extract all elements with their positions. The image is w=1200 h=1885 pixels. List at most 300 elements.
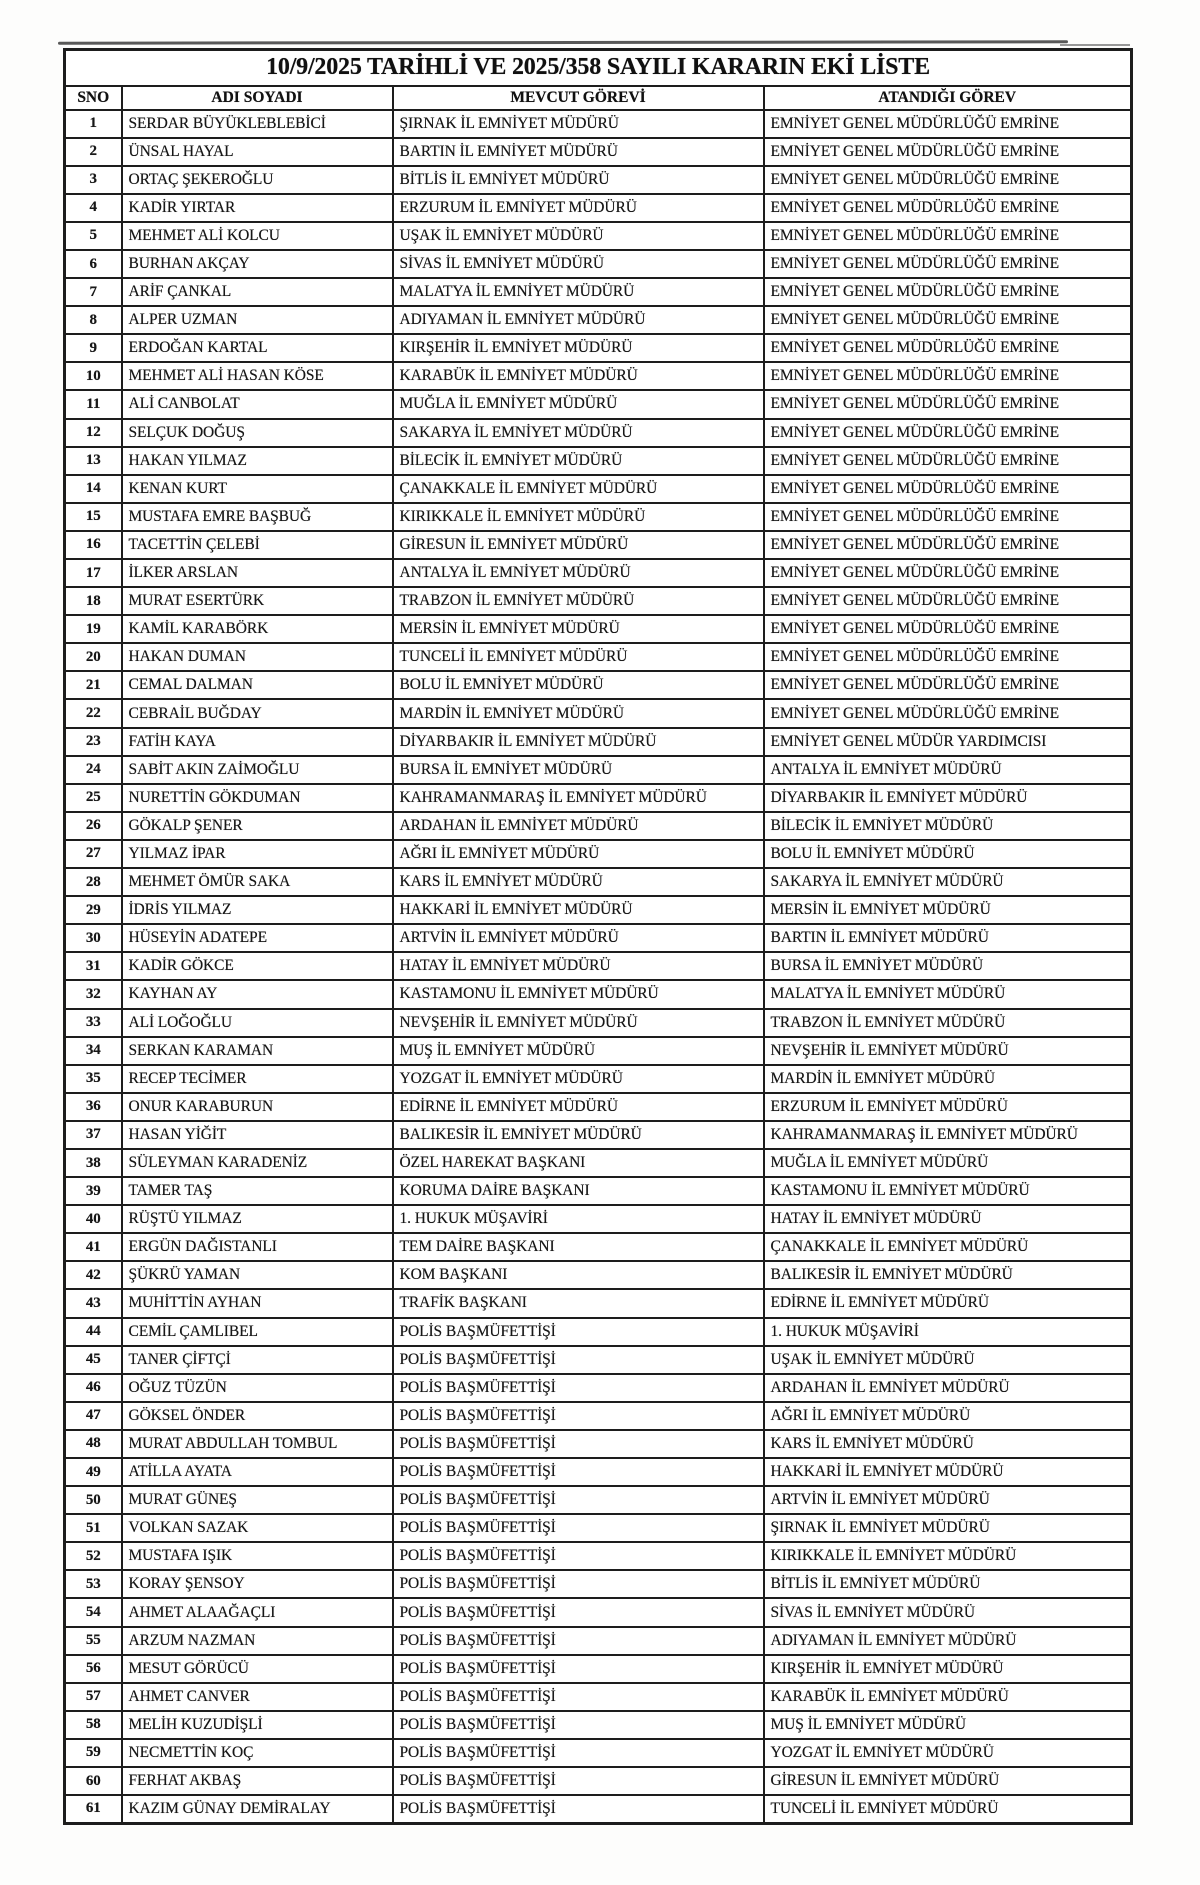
row-current-duty: POLİS BAŞMÜFETTİŞİ (393, 1514, 764, 1542)
row-sno: 17 (65, 559, 122, 587)
row-current-duty: KAHRAMANMARAŞ İL EMNİYET MÜDÜRÜ (393, 784, 764, 812)
table-row (65, 1318, 1132, 1346)
row-name: HAKAN DUMAN (122, 643, 393, 671)
row-name: ALPER UZMAN (122, 306, 393, 334)
row-assigned-duty: ADIYAMAN İL EMNİYET MÜDÜRÜ (764, 1627, 1132, 1655)
row-sno: 1 (65, 110, 122, 138)
row-current-duty: MARDİN İL EMNİYET MÜDÜRÜ (393, 699, 764, 727)
row-name: ARİF ÇANKAL (122, 278, 393, 306)
row-name: KADİR YIRTAR (122, 194, 393, 222)
table-row (65, 671, 1132, 699)
row-sno: 11 (65, 390, 122, 418)
row-sno: 27 (65, 840, 122, 868)
row-assigned-duty: EMNİYET GENEL MÜDÜRLÜĞÜ EMRİNE (764, 306, 1132, 334)
table-row (65, 1009, 1132, 1037)
table-row (65, 1149, 1132, 1177)
row-assigned-duty: UŞAK İL EMNİYET MÜDÜRÜ (764, 1346, 1132, 1374)
row-name: ERDOĞAN KARTAL (122, 334, 393, 362)
row-assigned-duty: MUĞLA İL EMNİYET MÜDÜRÜ (764, 1149, 1132, 1177)
row-name: SELÇUK DOĞUŞ (122, 419, 393, 447)
row-sno: 42 (65, 1261, 122, 1289)
row-assigned-duty: NEVŞEHİR İL EMNİYET MÜDÜRÜ (764, 1037, 1132, 1065)
row-sno: 24 (65, 756, 122, 784)
row-current-duty: BALIKESİR İL EMNİYET MÜDÜRÜ (393, 1121, 764, 1149)
row-name: AHMET ALAAĞAÇLI (122, 1598, 393, 1626)
row-current-duty: YOZGAT İL EMNİYET MÜDÜRÜ (393, 1065, 764, 1093)
row-sno: 34 (65, 1037, 122, 1065)
table-row (65, 1627, 1132, 1655)
row-assigned-duty: YOZGAT İL EMNİYET MÜDÜRÜ (764, 1739, 1132, 1767)
row-assigned-duty: EMNİYET GENEL MÜDÜRLÜĞÜ EMRİNE (764, 222, 1132, 250)
row-sno: 51 (65, 1514, 122, 1542)
row-assigned-duty: EMNİYET GENEL MÜDÜRLÜĞÜ EMRİNE (764, 278, 1132, 306)
table-row (65, 1037, 1132, 1065)
table-row (65, 1430, 1132, 1458)
table-row (65, 1346, 1132, 1374)
table-row (65, 756, 1132, 784)
row-assigned-duty: EMNİYET GENEL MÜDÜRLÜĞÜ EMRİNE (764, 503, 1132, 531)
table-row (65, 1711, 1132, 1739)
row-assigned-duty: TRABZON İL EMNİYET MÜDÜRÜ (764, 1009, 1132, 1037)
row-current-duty: TRAFİK BAŞKANI (393, 1289, 764, 1317)
row-name: KADİR GÖKCE (122, 952, 393, 980)
table-row (65, 1542, 1132, 1570)
row-sno: 46 (65, 1374, 122, 1402)
row-current-duty: POLİS BAŞMÜFETTİŞİ (393, 1570, 764, 1598)
row-assigned-duty: EMNİYET GENEL MÜDÜRLÜĞÜ EMRİNE (764, 110, 1132, 138)
row-sno: 15 (65, 503, 122, 531)
row-name: MURAT GÜNEŞ (122, 1486, 393, 1514)
row-current-duty: MALATYA İL EMNİYET MÜDÜRÜ (393, 278, 764, 306)
table-row (65, 475, 1132, 503)
table-row (65, 250, 1132, 278)
row-sno: 19 (65, 615, 122, 643)
row-name: HAKAN YILMAZ (122, 447, 393, 475)
row-sno: 3 (65, 166, 122, 194)
row-current-duty: KARS İL EMNİYET MÜDÜRÜ (393, 868, 764, 896)
row-current-duty: BOLU İL EMNİYET MÜDÜRÜ (393, 671, 764, 699)
row-name: HASAN YİĞİT (122, 1121, 393, 1149)
table-row (65, 1458, 1132, 1486)
row-assigned-duty: EMNİYET GENEL MÜDÜRLÜĞÜ EMRİNE (764, 334, 1132, 362)
table-row (65, 194, 1132, 222)
table-header-row (65, 86, 1132, 110)
row-name: AHMET CANVER (122, 1683, 393, 1711)
row-assigned-duty: EMNİYET GENEL MÜDÜRLÜĞÜ EMRİNE (764, 390, 1132, 418)
row-sno: 52 (65, 1542, 122, 1570)
row-current-duty: MUĞLA İL EMNİYET MÜDÜRÜ (393, 390, 764, 418)
row-sno: 5 (65, 222, 122, 250)
table-row (65, 1374, 1132, 1402)
row-assigned-duty: SİVAS İL EMNİYET MÜDÜRÜ (764, 1598, 1132, 1626)
row-sno: 9 (65, 334, 122, 362)
table-row (65, 1655, 1132, 1683)
row-sno: 53 (65, 1570, 122, 1598)
row-current-duty: POLİS BAŞMÜFETTİŞİ (393, 1430, 764, 1458)
row-current-duty: KASTAMONU İL EMNİYET MÜDÜRÜ (393, 980, 764, 1008)
row-assigned-duty: EMNİYET GENEL MÜDÜRLÜĞÜ EMRİNE (764, 250, 1132, 278)
row-current-duty: KIRŞEHİR İL EMNİYET MÜDÜRÜ (393, 334, 764, 362)
row-sno: 57 (65, 1683, 122, 1711)
column-header-sno: SNO (65, 86, 122, 110)
row-current-duty: BİTLİS İL EMNİYET MÜDÜRÜ (393, 166, 764, 194)
row-name: ORTAÇ ŞEKEROĞLU (122, 166, 393, 194)
scan-artifact-line (58, 40, 1068, 44)
row-sno: 16 (65, 531, 122, 559)
row-assigned-duty: KIRIKKALE İL EMNİYET MÜDÜRÜ (764, 1542, 1132, 1570)
table-row (65, 531, 1132, 559)
row-name: GÖKSEL ÖNDER (122, 1402, 393, 1430)
table-row (65, 306, 1132, 334)
row-current-duty: ADIYAMAN İL EMNİYET MÜDÜRÜ (393, 306, 764, 334)
table-row (65, 1121, 1132, 1149)
table-row (65, 278, 1132, 306)
row-current-duty: GİRESUN İL EMNİYET MÜDÜRÜ (393, 531, 764, 559)
row-current-duty: POLİS BAŞMÜFETTİŞİ (393, 1402, 764, 1430)
row-assigned-duty: EMNİYET GENEL MÜDÜRLÜĞÜ EMRİNE (764, 166, 1132, 194)
row-assigned-duty: EMNİYET GENEL MÜDÜRLÜĞÜ EMRİNE (764, 587, 1132, 615)
row-assigned-duty: ARDAHAN İL EMNİYET MÜDÜRÜ (764, 1374, 1132, 1402)
row-sno: 41 (65, 1233, 122, 1261)
row-current-duty: KORUMA DAİRE BAŞKANI (393, 1177, 764, 1205)
row-assigned-duty: EMNİYET GENEL MÜDÜRLÜĞÜ EMRİNE (764, 447, 1132, 475)
table-row (65, 952, 1132, 980)
row-sno: 40 (65, 1205, 122, 1233)
table-row (65, 784, 1132, 812)
table-row (65, 1289, 1132, 1317)
row-assigned-duty: DİYARBAKIR İL EMNİYET MÜDÜRÜ (764, 784, 1132, 812)
row-name: KAYHAN AY (122, 980, 393, 1008)
row-name: MEHMET ALİ KOLCU (122, 222, 393, 250)
row-name: RÜŞTÜ YILMAZ (122, 1205, 393, 1233)
row-current-duty: POLİS BAŞMÜFETTİŞİ (393, 1711, 764, 1739)
row-sno: 20 (65, 643, 122, 671)
row-name: FERHAT AKBAŞ (122, 1767, 393, 1795)
row-name: MEHMET ALİ HASAN KÖSE (122, 362, 393, 390)
row-name: NURETTİN GÖKDUMAN (122, 784, 393, 812)
table-row (65, 559, 1132, 587)
row-name: NECMETTİN KOÇ (122, 1739, 393, 1767)
row-assigned-duty: HATAY İL EMNİYET MÜDÜRÜ (764, 1205, 1132, 1233)
table-row (65, 615, 1132, 643)
row-current-duty: POLİS BAŞMÜFETTİŞİ (393, 1486, 764, 1514)
row-name: MESUT GÖRÜCÜ (122, 1655, 393, 1683)
table-title-row (65, 50, 1132, 86)
column-header-name: ADI SOYADI (122, 86, 393, 110)
row-sno: 14 (65, 475, 122, 503)
table-row (65, 1570, 1132, 1598)
row-name: MURAT ABDULLAH TOMBUL (122, 1430, 393, 1458)
row-name: YILMAZ İPAR (122, 840, 393, 868)
table-row (65, 1767, 1132, 1795)
row-assigned-duty: EDİRNE İL EMNİYET MÜDÜRÜ (764, 1289, 1132, 1317)
row-sno: 55 (65, 1627, 122, 1655)
row-sno: 61 (65, 1795, 122, 1823)
row-name: KAZIM GÜNAY DEMİRALAY (122, 1795, 393, 1823)
row-sno: 35 (65, 1065, 122, 1093)
decree-annex-table (63, 48, 1133, 1825)
row-sno: 31 (65, 952, 122, 980)
row-name: KAMİL KARABÖRK (122, 615, 393, 643)
row-current-duty: HATAY İL EMNİYET MÜDÜRÜ (393, 952, 764, 980)
row-sno: 28 (65, 868, 122, 896)
row-current-duty: ŞIRNAK İL EMNİYET MÜDÜRÜ (393, 110, 764, 138)
row-current-duty: BARTIN İL EMNİYET MÜDÜRÜ (393, 138, 764, 166)
row-current-duty: POLİS BAŞMÜFETTİŞİ (393, 1795, 764, 1823)
row-name: TAMER TAŞ (122, 1177, 393, 1205)
table-row (65, 1177, 1132, 1205)
row-sno: 54 (65, 1598, 122, 1626)
row-current-duty: SAKARYA İL EMNİYET MÜDÜRÜ (393, 419, 764, 447)
table-row (65, 1683, 1132, 1711)
table-row (65, 980, 1132, 1008)
row-sno: 33 (65, 1009, 122, 1037)
row-assigned-duty: GİRESUN İL EMNİYET MÜDÜRÜ (764, 1767, 1132, 1795)
row-assigned-duty: KARABÜK İL EMNİYET MÜDÜRÜ (764, 1683, 1132, 1711)
row-assigned-duty: BALIKESİR İL EMNİYET MÜDÜRÜ (764, 1261, 1132, 1289)
row-assigned-duty: ERZURUM İL EMNİYET MÜDÜRÜ (764, 1093, 1132, 1121)
row-current-duty: ARDAHAN İL EMNİYET MÜDÜRÜ (393, 812, 764, 840)
row-name: ALİ CANBOLAT (122, 390, 393, 418)
row-assigned-duty: KASTAMONU İL EMNİYET MÜDÜRÜ (764, 1177, 1132, 1205)
row-name: CEMİL ÇAMLIBEL (122, 1318, 393, 1346)
row-current-duty: TEM DAİRE BAŞKANI (393, 1233, 764, 1261)
row-name: SABİT AKIN ZAİMOĞLU (122, 756, 393, 784)
row-name: ERGÜN DAĞISTANLI (122, 1233, 393, 1261)
row-sno: 22 (65, 699, 122, 727)
table-row (65, 1739, 1132, 1767)
column-header-assigned-duty: ATANDIĞI GÖREV (764, 86, 1132, 110)
table-row (65, 390, 1132, 418)
row-name: RECEP TECİMER (122, 1065, 393, 1093)
row-assigned-duty: MARDİN İL EMNİYET MÜDÜRÜ (764, 1065, 1132, 1093)
page-title: 10/9/2025 TARİHLİ VE 2025/358 SAYILI KARARIN EKİ LİSTE (65, 50, 1132, 86)
row-current-duty: POLİS BAŞMÜFETTİŞİ (393, 1458, 764, 1486)
row-assigned-duty: SAKARYA İL EMNİYET MÜDÜRÜ (764, 868, 1132, 896)
row-current-duty: MERSİN İL EMNİYET MÜDÜRÜ (393, 615, 764, 643)
table-row (65, 138, 1132, 166)
table-row (65, 1233, 1132, 1261)
row-current-duty: POLİS BAŞMÜFETTİŞİ (393, 1374, 764, 1402)
row-assigned-duty: EMNİYET GENEL MÜDÜRLÜĞÜ EMRİNE (764, 138, 1132, 166)
row-assigned-duty: BİLECİK İL EMNİYET MÜDÜRÜ (764, 812, 1132, 840)
row-current-duty: AĞRI İL EMNİYET MÜDÜRÜ (393, 840, 764, 868)
row-assigned-duty: EMNİYET GENEL MÜDÜRLÜĞÜ EMRİNE (764, 671, 1132, 699)
row-sno: 4 (65, 194, 122, 222)
row-sno: 8 (65, 306, 122, 334)
row-sno: 18 (65, 587, 122, 615)
row-sno: 44 (65, 1318, 122, 1346)
table-body (65, 110, 1132, 1824)
row-name: GÖKALP ŞENER (122, 812, 393, 840)
row-sno: 60 (65, 1767, 122, 1795)
scan-artifact-line-small (1060, 44, 1130, 46)
row-name: İLKER ARSLAN (122, 559, 393, 587)
row-current-duty: BİLECİK İL EMNİYET MÜDÜRÜ (393, 447, 764, 475)
row-assigned-duty: EMNİYET GENEL MÜDÜRLÜĞÜ EMRİNE (764, 615, 1132, 643)
row-sno: 50 (65, 1486, 122, 1514)
row-current-duty: KARABÜK İL EMNİYET MÜDÜRÜ (393, 362, 764, 390)
row-name: KORAY ŞENSOY (122, 1570, 393, 1598)
table-row (65, 868, 1132, 896)
row-name: CEBRAİL BUĞDAY (122, 699, 393, 727)
row-assigned-duty: AĞRI İL EMNİYET MÜDÜRÜ (764, 1402, 1132, 1430)
row-current-duty: POLİS BAŞMÜFETTİŞİ (393, 1655, 764, 1683)
row-assigned-duty: BOLU İL EMNİYET MÜDÜRÜ (764, 840, 1132, 868)
row-assigned-duty: EMNİYET GENEL MÜDÜRLÜĞÜ EMRİNE (764, 475, 1132, 503)
row-name: ALİ LOĞOĞLU (122, 1009, 393, 1037)
table-row (65, 222, 1132, 250)
row-sno: 7 (65, 278, 122, 306)
row-sno: 39 (65, 1177, 122, 1205)
row-current-duty: ERZURUM İL EMNİYET MÜDÜRÜ (393, 194, 764, 222)
table-row (65, 447, 1132, 475)
row-assigned-duty: KARS İL EMNİYET MÜDÜRÜ (764, 1430, 1132, 1458)
row-assigned-duty: BARTIN İL EMNİYET MÜDÜRÜ (764, 924, 1132, 952)
row-assigned-duty: KAHRAMANMARAŞ İL EMNİYET MÜDÜRÜ (764, 1121, 1132, 1149)
row-sno: 56 (65, 1655, 122, 1683)
row-assigned-duty: BİTLİS İL EMNİYET MÜDÜRÜ (764, 1570, 1132, 1598)
row-assigned-duty: EMNİYET GENEL MÜDÜRLÜĞÜ EMRİNE (764, 194, 1132, 222)
row-name: İDRİS YILMAZ (122, 896, 393, 924)
row-name: MUSTAFA IŞIK (122, 1542, 393, 1570)
row-current-duty: ÇANAKKALE İL EMNİYET MÜDÜRÜ (393, 475, 764, 503)
row-sno: 43 (65, 1289, 122, 1317)
row-name: ÜNSAL HAYAL (122, 138, 393, 166)
row-sno: 37 (65, 1121, 122, 1149)
row-assigned-duty: EMNİYET GENEL MÜDÜRLÜĞÜ EMRİNE (764, 362, 1132, 390)
table-row (65, 1065, 1132, 1093)
row-assigned-duty: MALATYA İL EMNİYET MÜDÜRÜ (764, 980, 1132, 1008)
row-current-duty: SİVAS İL EMNİYET MÜDÜRÜ (393, 250, 764, 278)
row-sno: 26 (65, 812, 122, 840)
table-row (65, 1205, 1132, 1233)
row-name: TANER ÇİFTÇİ (122, 1346, 393, 1374)
table-row (65, 728, 1132, 756)
row-current-duty: POLİS BAŞMÜFETTİŞİ (393, 1739, 764, 1767)
table-row (65, 503, 1132, 531)
table-row (65, 1486, 1132, 1514)
row-sno: 47 (65, 1402, 122, 1430)
row-current-duty: POLİS BAŞMÜFETTİŞİ (393, 1767, 764, 1795)
table-row (65, 699, 1132, 727)
row-sno: 21 (65, 671, 122, 699)
table-row (65, 840, 1132, 868)
row-sno: 30 (65, 924, 122, 952)
table-row (65, 1598, 1132, 1626)
row-current-duty: KIRIKKALE İL EMNİYET MÜDÜRÜ (393, 503, 764, 531)
row-sno: 12 (65, 419, 122, 447)
row-name: SERKAN KARAMAN (122, 1037, 393, 1065)
row-name: MEHMET ÖMÜR SAKA (122, 868, 393, 896)
table-row (65, 1261, 1132, 1289)
row-sno: 45 (65, 1346, 122, 1374)
row-name: VOLKAN SAZAK (122, 1514, 393, 1542)
row-current-duty: POLİS BAŞMÜFETTİŞİ (393, 1318, 764, 1346)
table-row (65, 362, 1132, 390)
row-name: SÜLEYMAN KARADENİZ (122, 1149, 393, 1177)
row-name: BURHAN AKÇAY (122, 250, 393, 278)
row-name: MELİH KUZUDİŞLİ (122, 1711, 393, 1739)
table-row (65, 419, 1132, 447)
row-assigned-duty: MUŞ İL EMNİYET MÜDÜRÜ (764, 1711, 1132, 1739)
row-assigned-duty: EMNİYET GENEL MÜDÜRLÜĞÜ EMRİNE (764, 643, 1132, 671)
row-sno: 58 (65, 1711, 122, 1739)
row-sno: 32 (65, 980, 122, 1008)
row-assigned-duty: HAKKARİ İL EMNİYET MÜDÜRÜ (764, 1458, 1132, 1486)
row-name: MURAT ESERTÜRK (122, 587, 393, 615)
table-row (65, 812, 1132, 840)
row-assigned-duty: EMNİYET GENEL MÜDÜR YARDIMCISI (764, 728, 1132, 756)
table-row (65, 1093, 1132, 1121)
row-current-duty: HAKKARİ İL EMNİYET MÜDÜRÜ (393, 896, 764, 924)
table-row (65, 587, 1132, 615)
row-assigned-duty: ÇANAKKALE İL EMNİYET MÜDÜRÜ (764, 1233, 1132, 1261)
row-current-duty: DİYARBAKIR İL EMNİYET MÜDÜRÜ (393, 728, 764, 756)
row-current-duty: POLİS BAŞMÜFETTİŞİ (393, 1542, 764, 1570)
row-sno: 38 (65, 1149, 122, 1177)
row-name: OĞUZ TÜZÜN (122, 1374, 393, 1402)
row-current-duty: BURSA İL EMNİYET MÜDÜRÜ (393, 756, 764, 784)
row-current-duty: POLİS BAŞMÜFETTİŞİ (393, 1627, 764, 1655)
row-current-duty: POLİS BAŞMÜFETTİŞİ (393, 1346, 764, 1374)
row-name: TACETTİN ÇELEBİ (122, 531, 393, 559)
row-sno: 59 (65, 1739, 122, 1767)
row-sno: 6 (65, 250, 122, 278)
row-assigned-duty: 1. HUKUK MÜŞAVİRİ (764, 1318, 1132, 1346)
row-sno: 2 (65, 138, 122, 166)
row-assigned-duty: ANTALYA İL EMNİYET MÜDÜRÜ (764, 756, 1132, 784)
table-row (65, 1402, 1132, 1430)
row-current-duty: UŞAK İL EMNİYET MÜDÜRÜ (393, 222, 764, 250)
row-name: MUHİTTİN AYHAN (122, 1289, 393, 1317)
table-row (65, 110, 1132, 138)
row-name: ŞÜKRÜ YAMAN (122, 1261, 393, 1289)
row-name: ARZUM NAZMAN (122, 1627, 393, 1655)
row-current-duty: EDİRNE İL EMNİYET MÜDÜRÜ (393, 1093, 764, 1121)
row-assigned-duty: KIRŞEHİR İL EMNİYET MÜDÜRÜ (764, 1655, 1132, 1683)
row-current-duty: KOM BAŞKANI (393, 1261, 764, 1289)
row-sno: 25 (65, 784, 122, 812)
table-row (65, 1514, 1132, 1542)
row-assigned-duty: ŞIRNAK İL EMNİYET MÜDÜRÜ (764, 1514, 1132, 1542)
row-current-duty: 1. HUKUK MÜŞAVİRİ (393, 1205, 764, 1233)
row-name: ONUR KARABURUN (122, 1093, 393, 1121)
row-current-duty: POLİS BAŞMÜFETTİŞİ (393, 1683, 764, 1711)
row-sno: 49 (65, 1458, 122, 1486)
table-row (65, 166, 1132, 194)
row-sno: 29 (65, 896, 122, 924)
row-sno: 10 (65, 362, 122, 390)
row-current-duty: NEVŞEHİR İL EMNİYET MÜDÜRÜ (393, 1009, 764, 1037)
row-name: SERDAR BÜYÜKLEBLEBİCİ (122, 110, 393, 138)
column-header-current-duty: MEVCUT GÖREVİ (393, 86, 764, 110)
row-sno: 48 (65, 1430, 122, 1458)
row-name: MUSTAFA EMRE BAŞBUĞ (122, 503, 393, 531)
row-assigned-duty: EMNİYET GENEL MÜDÜRLÜĞÜ EMRİNE (764, 699, 1132, 727)
row-current-duty: ARTVİN İL EMNİYET MÜDÜRÜ (393, 924, 764, 952)
table-row (65, 643, 1132, 671)
row-name: HÜSEYİN ADATEPE (122, 924, 393, 952)
row-sno: 23 (65, 728, 122, 756)
row-name: KENAN KURT (122, 475, 393, 503)
table-row (65, 896, 1132, 924)
row-current-duty: MUŞ İL EMNİYET MÜDÜRÜ (393, 1037, 764, 1065)
row-sno: 36 (65, 1093, 122, 1121)
row-name: ATİLLA AYATA (122, 1458, 393, 1486)
row-current-duty: ANTALYA İL EMNİYET MÜDÜRÜ (393, 559, 764, 587)
row-assigned-duty: ARTVİN İL EMNİYET MÜDÜRÜ (764, 1486, 1132, 1514)
